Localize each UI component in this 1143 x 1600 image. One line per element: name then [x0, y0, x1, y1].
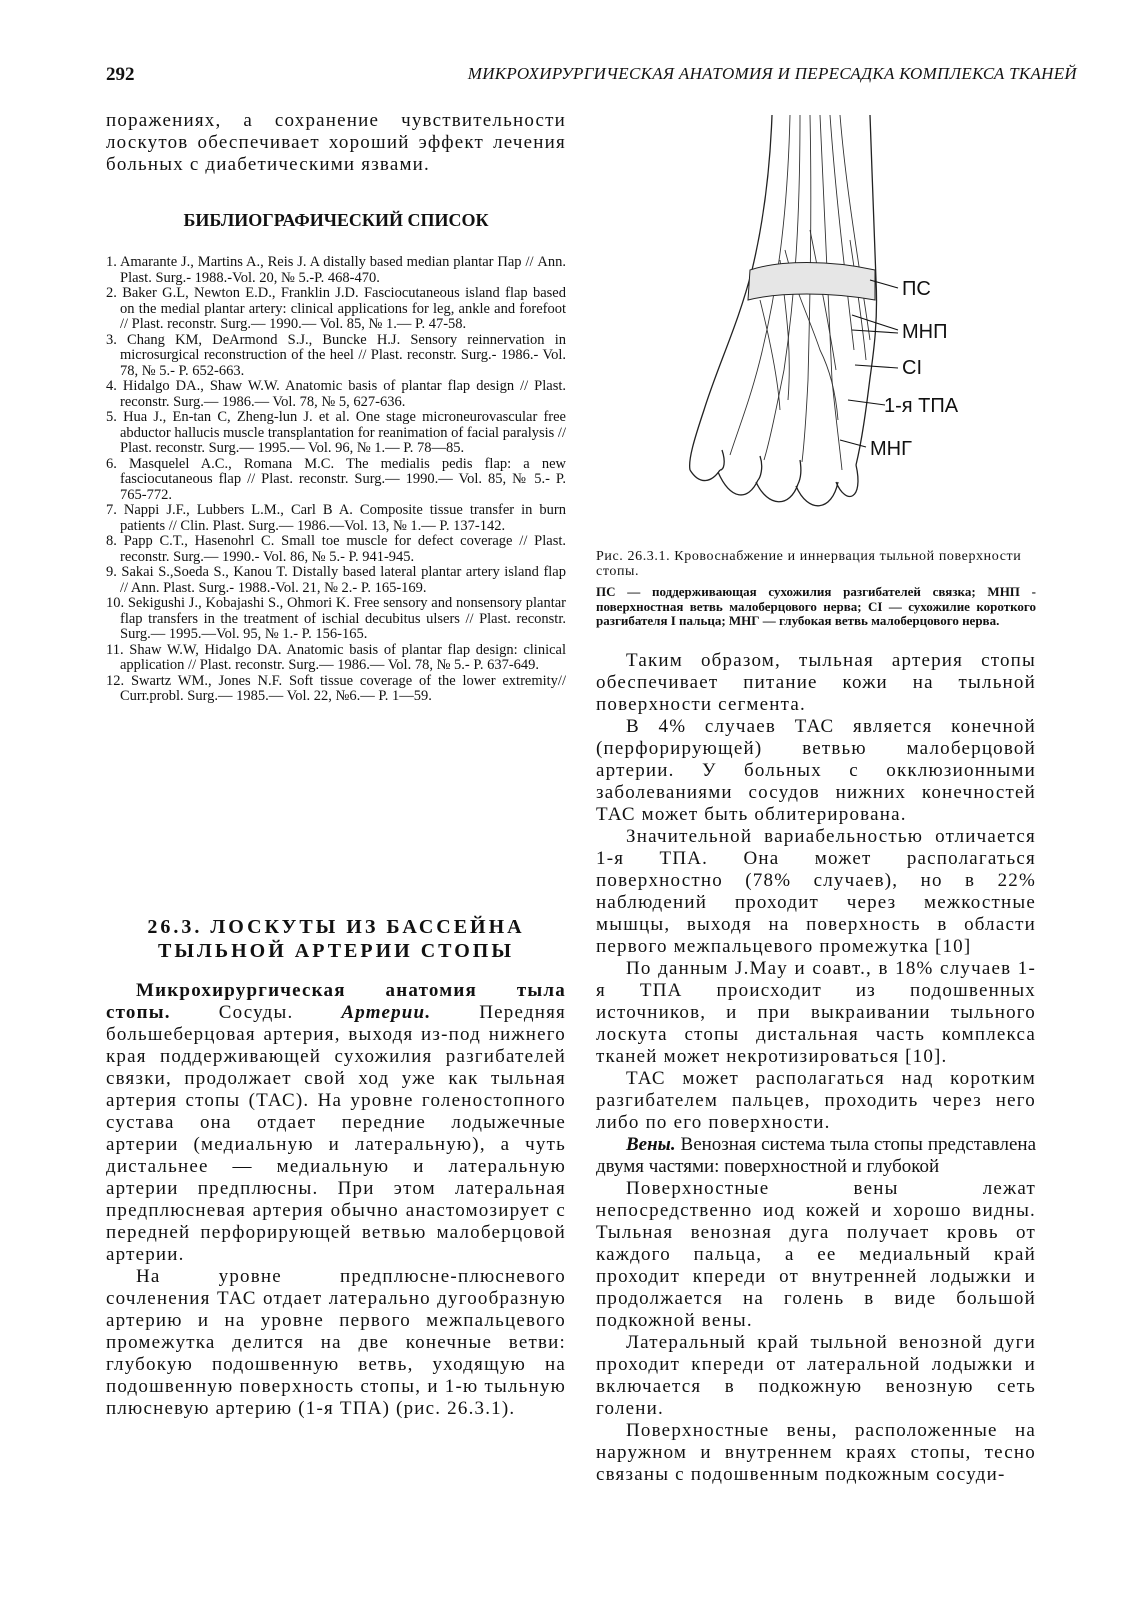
- figure-legend: ПС — поддерживающая сухожилия разгибателей связка; МНП - поверхностная ветвь малоберцового нерва; CI — сухожилие короткого разгибателя I пальца; МНГ — глубокая ветвь малоберцового нерва.: [596, 584, 1036, 628]
- right-paragraph-4: По данным J.May и соавт., в 18% случаев 1-я ТПА происходит из подошвенных источников, и при выкраивании тыльного лоскута стопы дистальная часть комплекса тканей может некротизироваться [10].: [596, 958, 1036, 1067]
- right-paragraph-2: В 4% случаев ТАС является конечной (перфорирующей) ветвью малоберцовой артерии. У больных с окклюзионными заболеваниями сосудов нижних конечностей ТАС может быть облитерирована.: [596, 716, 1036, 825]
- veins-label: Вены.: [626, 1134, 676, 1155]
- section-paragraph-2: На уровне предплюсне-плюсневого сочленения ТАС отдает латерально дугообразную артерию и на уровне первого межпальцевого промежутка делится на две конечные ветви: глубокую подошвенную ветвь, уходящую на подошвенную поверхность стопы, и 1-ю тыльную плюсневую артерию (1-я ТПА) (рис. 26.3.1).: [106, 1266, 566, 1419]
- reference-item: 9. Sakai S.,Soeda S., Kanou T. Distally based lateral plantar artery island flap // Ann. Plast. Surg.- 1988.-Vol. 21, № 2.- P. 165-169.: [106, 564, 566, 596]
- reference-item: 1. Amarante J., Martins A., Reis J. A distally based median plantar Пар // Ann. Plast. Surg.- 1988.-Vol. 20, № 5.-P. 468-470.: [106, 254, 566, 286]
- section-subtitle: Микрохирургическая анатомия тыла стопы.: [106, 980, 566, 1023]
- running-header: МИКРОХИРУРГИЧЕСКАЯ АНАТОМИЯ И ПЕРЕСАДКА КОМПЛЕКСА ТКАНЕЙ: [467, 64, 1077, 83]
- reference-item: 11. Shaw W.W, Hidalgo DA. Anatomic basis of plantar flap design: clinical application // Plast. reconstr. Surg.— 1986.— Vol. 78, № 5.- P. 637-649.: [106, 641, 566, 673]
- paragraph-text: Венозная система тыла стопы представлена двумя частями: поверхностной и глубокой: [596, 1134, 1037, 1177]
- reference-item: 10. Sekigushi J., Kobajashi S., Ohmori K. Free sensory and nonsensory plantar flap transfers in the treatment of ischial decubitus ulsers // Plast. reconstr. Surg.— 1995.—Vol. 95, № 1.- P. 156-165.: [106, 595, 566, 642]
- reference-item: 4. Hidalgo DA., Shaw W.W. Anatomic basis of plantar flap design // Plast. reconstr. Surg.— 1986.— Vol. 78, № 5, 627-636.: [106, 378, 566, 410]
- reference-item: 12. Swartz WM., Jones N.F. Soft tissue coverage of the lower extremity// Curr.probl. Surg.— 1985.— Vol. 22, №6.— P. 1—59.: [106, 672, 566, 704]
- right-paragraph-1: Таким образом, тыльная артерия стопы обеспечивает питание кожи на тыльной поверхности сегмента.: [596, 650, 1036, 715]
- right-paragraph-5: ТАС может располагаться над коротким разгибателем пальцев, проходить через него либо по его поверхности.: [596, 1068, 1036, 1133]
- reference-list: [106, 255, 566, 705]
- right-paragraph-3: Значительной вариабельностью отличается 1-я ТПА. Она может располагаться поверхностно (78% случаев), но в 22% наблюдений проходит через межкостные мышцы, выходя на поверхность в области первого межпальцевого промежутка [10]: [596, 826, 1036, 957]
- left-body-text: [106, 980, 566, 1420]
- extensor-retinaculum: [748, 263, 875, 301]
- reference-item: 8. Papp C.T., Hasenohrl C. Small toe muscle for defect coverage // Plast. reconstr. Surg.— 1990.- Vol. 86, № 5.- P. 941-945.: [106, 533, 566, 565]
- right-paragraph-7: Поверхностные вены лежат непосредственно иод кожей и хорошо видны. Тыльная венозная дуга получает кровь от каждого пальца, а ее медиальный край проходит кпереди от внутренней лодыжки и продолжается на голень в виде большой подкожной вены.: [596, 1178, 1036, 1331]
- figure-labels: [870, 278, 959, 460]
- figure-caption: Рис. 26.3.1. Кровоснабжение и иннервация тыльной поверхности стопы.: [596, 549, 1022, 579]
- label-mnp: МНП: [902, 321, 948, 343]
- right-paragraph-6: [596, 1134, 1036, 1178]
- reference-item: 6. Masquelel A.C., Romana M.C. The medialis pedis flap: a new fasciocutaneous flap // Plast. reconstr. Surg.— 1990.— Vol. 85, № 5.- P. 765-772.: [106, 455, 566, 503]
- page-number: 292: [106, 64, 135, 85]
- reference-item: 3. Chang KM, DeArmond S.J., Buncke H.J. Sensory reinnervation in microsurgical reconstruction of the heel // Plast. reconstr. Surg.- 1986.- Vol. 78, № 5.- P. 652-663.: [106, 331, 566, 379]
- paragraph-text: Передняя большеберцовая артерия, выходя из-под нижнего края поддерживающей сухожилия разгибателей связки, продолжает свой ход уже как тыльная артерия стопы (ТАС). На уровне голеностопного сустава она отдает передние лодыжечные артерии (медиальную и латеральную), а чуть дистальнее — медиальную и латеральную артерии предплюсны. При этом латеральная предплюсневая артерия обычно анастомозирует с передней перфорирующей ветвью малоберцовой артерии.: [106, 1002, 567, 1265]
- reference-item: 2. Baker G.L, Newton E.D., Franklin J.D. Fasciocutaneous island flap based on the medial plantar artery: clinical applications for leg, ankle and forefoot // Plast. reconstr. Surg.— 1990.— Vol. 85, № 1.— P. 47-58.: [106, 285, 566, 332]
- section-title: 26.3. ЛОСКУТЫ ИЗ БАССЕЙНА ТЫЛЬНОЙ АРТЕРИИ СТОПЫ: [147, 916, 525, 962]
- foot-anatomy-figure: [660, 110, 990, 530]
- section-paragraph-1: [106, 980, 566, 1266]
- right-paragraph-8: Латеральный край тыльной венозной дуги проходит кпереди от латеральной лодыжки и включается в подкожную венозную сеть голени.: [596, 1332, 1036, 1419]
- intro-paragraph: поражениях, а сохранение чувствительности лоскутов обеспечивает хороший эффект лечения больных с диабетическими язвами.: [106, 110, 566, 175]
- label-ps: ПС: [902, 278, 931, 300]
- bibliography-title: БИБЛИОГРАФИЧЕСКИЙ СПИСОК: [183, 210, 489, 230]
- vessels-label: Сосуды.: [218, 1002, 294, 1023]
- label-tpa: 1-я ТПА: [884, 395, 959, 417]
- reference-item: 7. Nappi J.F., Lubbers L.M., Carl B A. Composite tissue transfer in burn patients // Clin. Plast. Surg.— 1986.—Vol. 13, № 1.— P. 137-142.: [106, 502, 566, 534]
- label-mng: МНГ: [870, 438, 912, 460]
- foot-outline: [690, 115, 877, 506]
- reference-item: 5. Hua J., En-tan C, Zheng-lun J. et al. One stage microneurovascular free abductor hallucis muscle transplantation for reanimation of facial paralysis // Plast. reconstr. Surg.— 1995.— Vol. 96, № 1.— P. 78—85.: [106, 409, 566, 456]
- arteries-label: Артерии.: [341, 1002, 432, 1023]
- right-body-text: [596, 650, 1036, 1486]
- right-paragraph-9: Поверхностные вены, расположенные на наружном и внутреннем краях стопы, тесно связаны с подошвенным подкожным сосуди-: [596, 1420, 1036, 1485]
- label-ci: CI: [902, 357, 922, 379]
